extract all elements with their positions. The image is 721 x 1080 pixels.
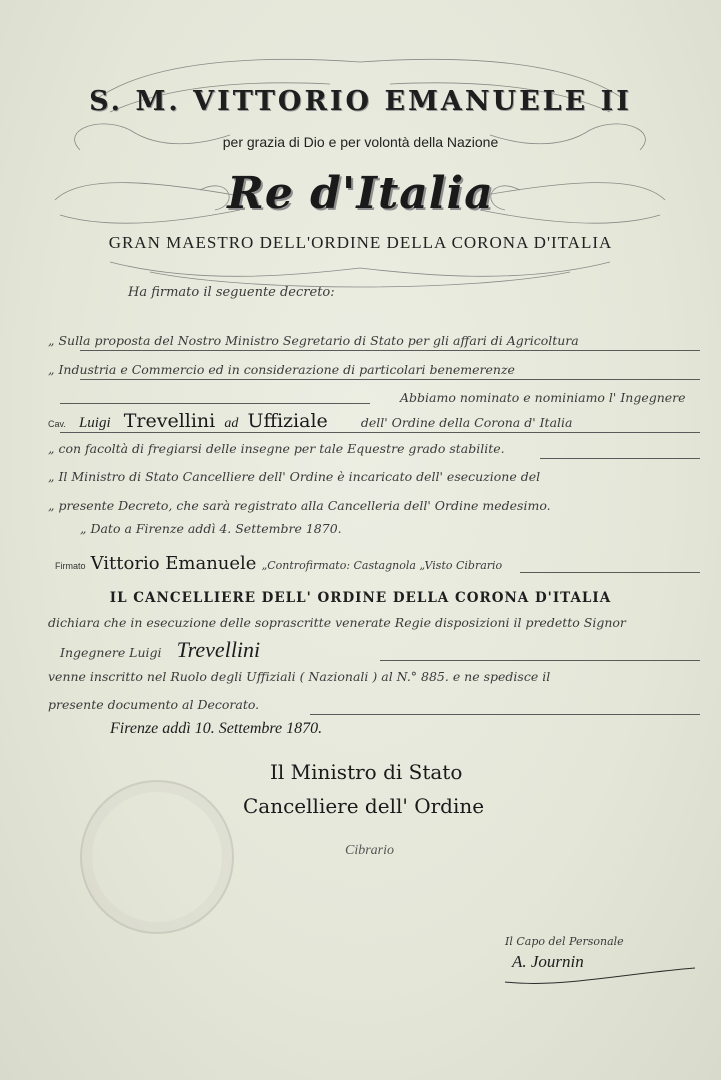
signed-name: Vittorio Emanuele	[90, 553, 257, 574]
order-name: dell' Ordine della Corona d' Italia	[360, 415, 573, 430]
decree-line-4	[48, 410, 572, 432]
signed-label: Firmato	[55, 561, 86, 571]
decree-line-5: „ con facoltà di fregiarsi delle insegne per tale Equestre grado stabilite.	[48, 441, 505, 456]
chancellor-line-4: presente documento al Decorato.	[48, 697, 260, 712]
personnel-signature: A. Journin	[512, 952, 584, 971]
decree-line-2: „ Industria e Commercio ed in considerazione di particolari benemerenze	[48, 362, 515, 377]
countersigned: „Controfirmato: Castagnola „Visto Cibrario	[261, 559, 503, 572]
decree-intro: Ha firmato il seguente decreto:	[128, 285, 335, 300]
minister-line-2: Cancelliere dell' Ordine	[243, 794, 485, 818]
signature-flourish	[500, 960, 700, 990]
grace-subtitle: per grazia di Dio e per volontà della Nazione	[222, 134, 499, 150]
king-title: Re d'Italia	[227, 168, 494, 219]
minister-line-1: Il Ministro di Stato	[270, 760, 463, 784]
decree-line-1: „ Sulla proposta del Nostro Ministro Segretario di Stato per gli affari di Agricoltura	[48, 333, 579, 348]
chancellor-heading: IL CANCELLIERE DELL' ORDINE DELLA CORONA D'ITALIA	[109, 590, 612, 606]
personnel-label: Il Capo del Personale	[505, 935, 624, 948]
chancellor-line-2	[60, 637, 260, 663]
chancellor-surname: Trevellini	[176, 637, 261, 662]
chancellor-title-first: Ingegnere Luigi	[60, 645, 162, 660]
grand-master-title: GRAN MAESTRO DELL'ORDINE DELLA CORONA D'ITALIA	[108, 233, 613, 252]
cav-prefix: Cav.	[48, 419, 66, 429]
recipient-first-name: Luigi	[78, 415, 111, 431]
embossed-seal	[80, 780, 234, 934]
rank-name: Uffiziale	[247, 410, 328, 432]
decree-line-3: Abbiamo nominato e nominiamo l' Ingegnere	[400, 390, 686, 405]
decree-line-7: „ presente Decreto, che sarà registrato alla Cancelleria dell' Ordine medesimo.	[48, 498, 551, 513]
decree-line-6: „ Il Ministro di Stato Cancelliere dell' Ordine è incaricato dell' esecuzione del	[48, 469, 541, 484]
minister-signature: Cibrario	[345, 843, 395, 858]
recipient-surname: Trevellini	[123, 410, 216, 432]
sovereign-title: S. M. VITTORIO EMANUELE II	[89, 86, 632, 117]
ad-word: ad	[224, 416, 239, 431]
signed-line	[55, 553, 502, 574]
decree-dated: „ Dato a Firenze addì 4. Settembre 1870.	[80, 521, 342, 536]
chancellor-line-1: dichiara che in esecuzione delle soprascritte venerate Regie disposizioni il predetto Signor	[48, 615, 626, 630]
chancellor-line-3: venne inscritto nel Ruolo degli Uffiziali ( Nazionali ) al N.° 885. e ne spedisce il	[48, 669, 551, 684]
chancellor-dated: Firenze addì 10. Settembre 1870.	[110, 720, 323, 737]
